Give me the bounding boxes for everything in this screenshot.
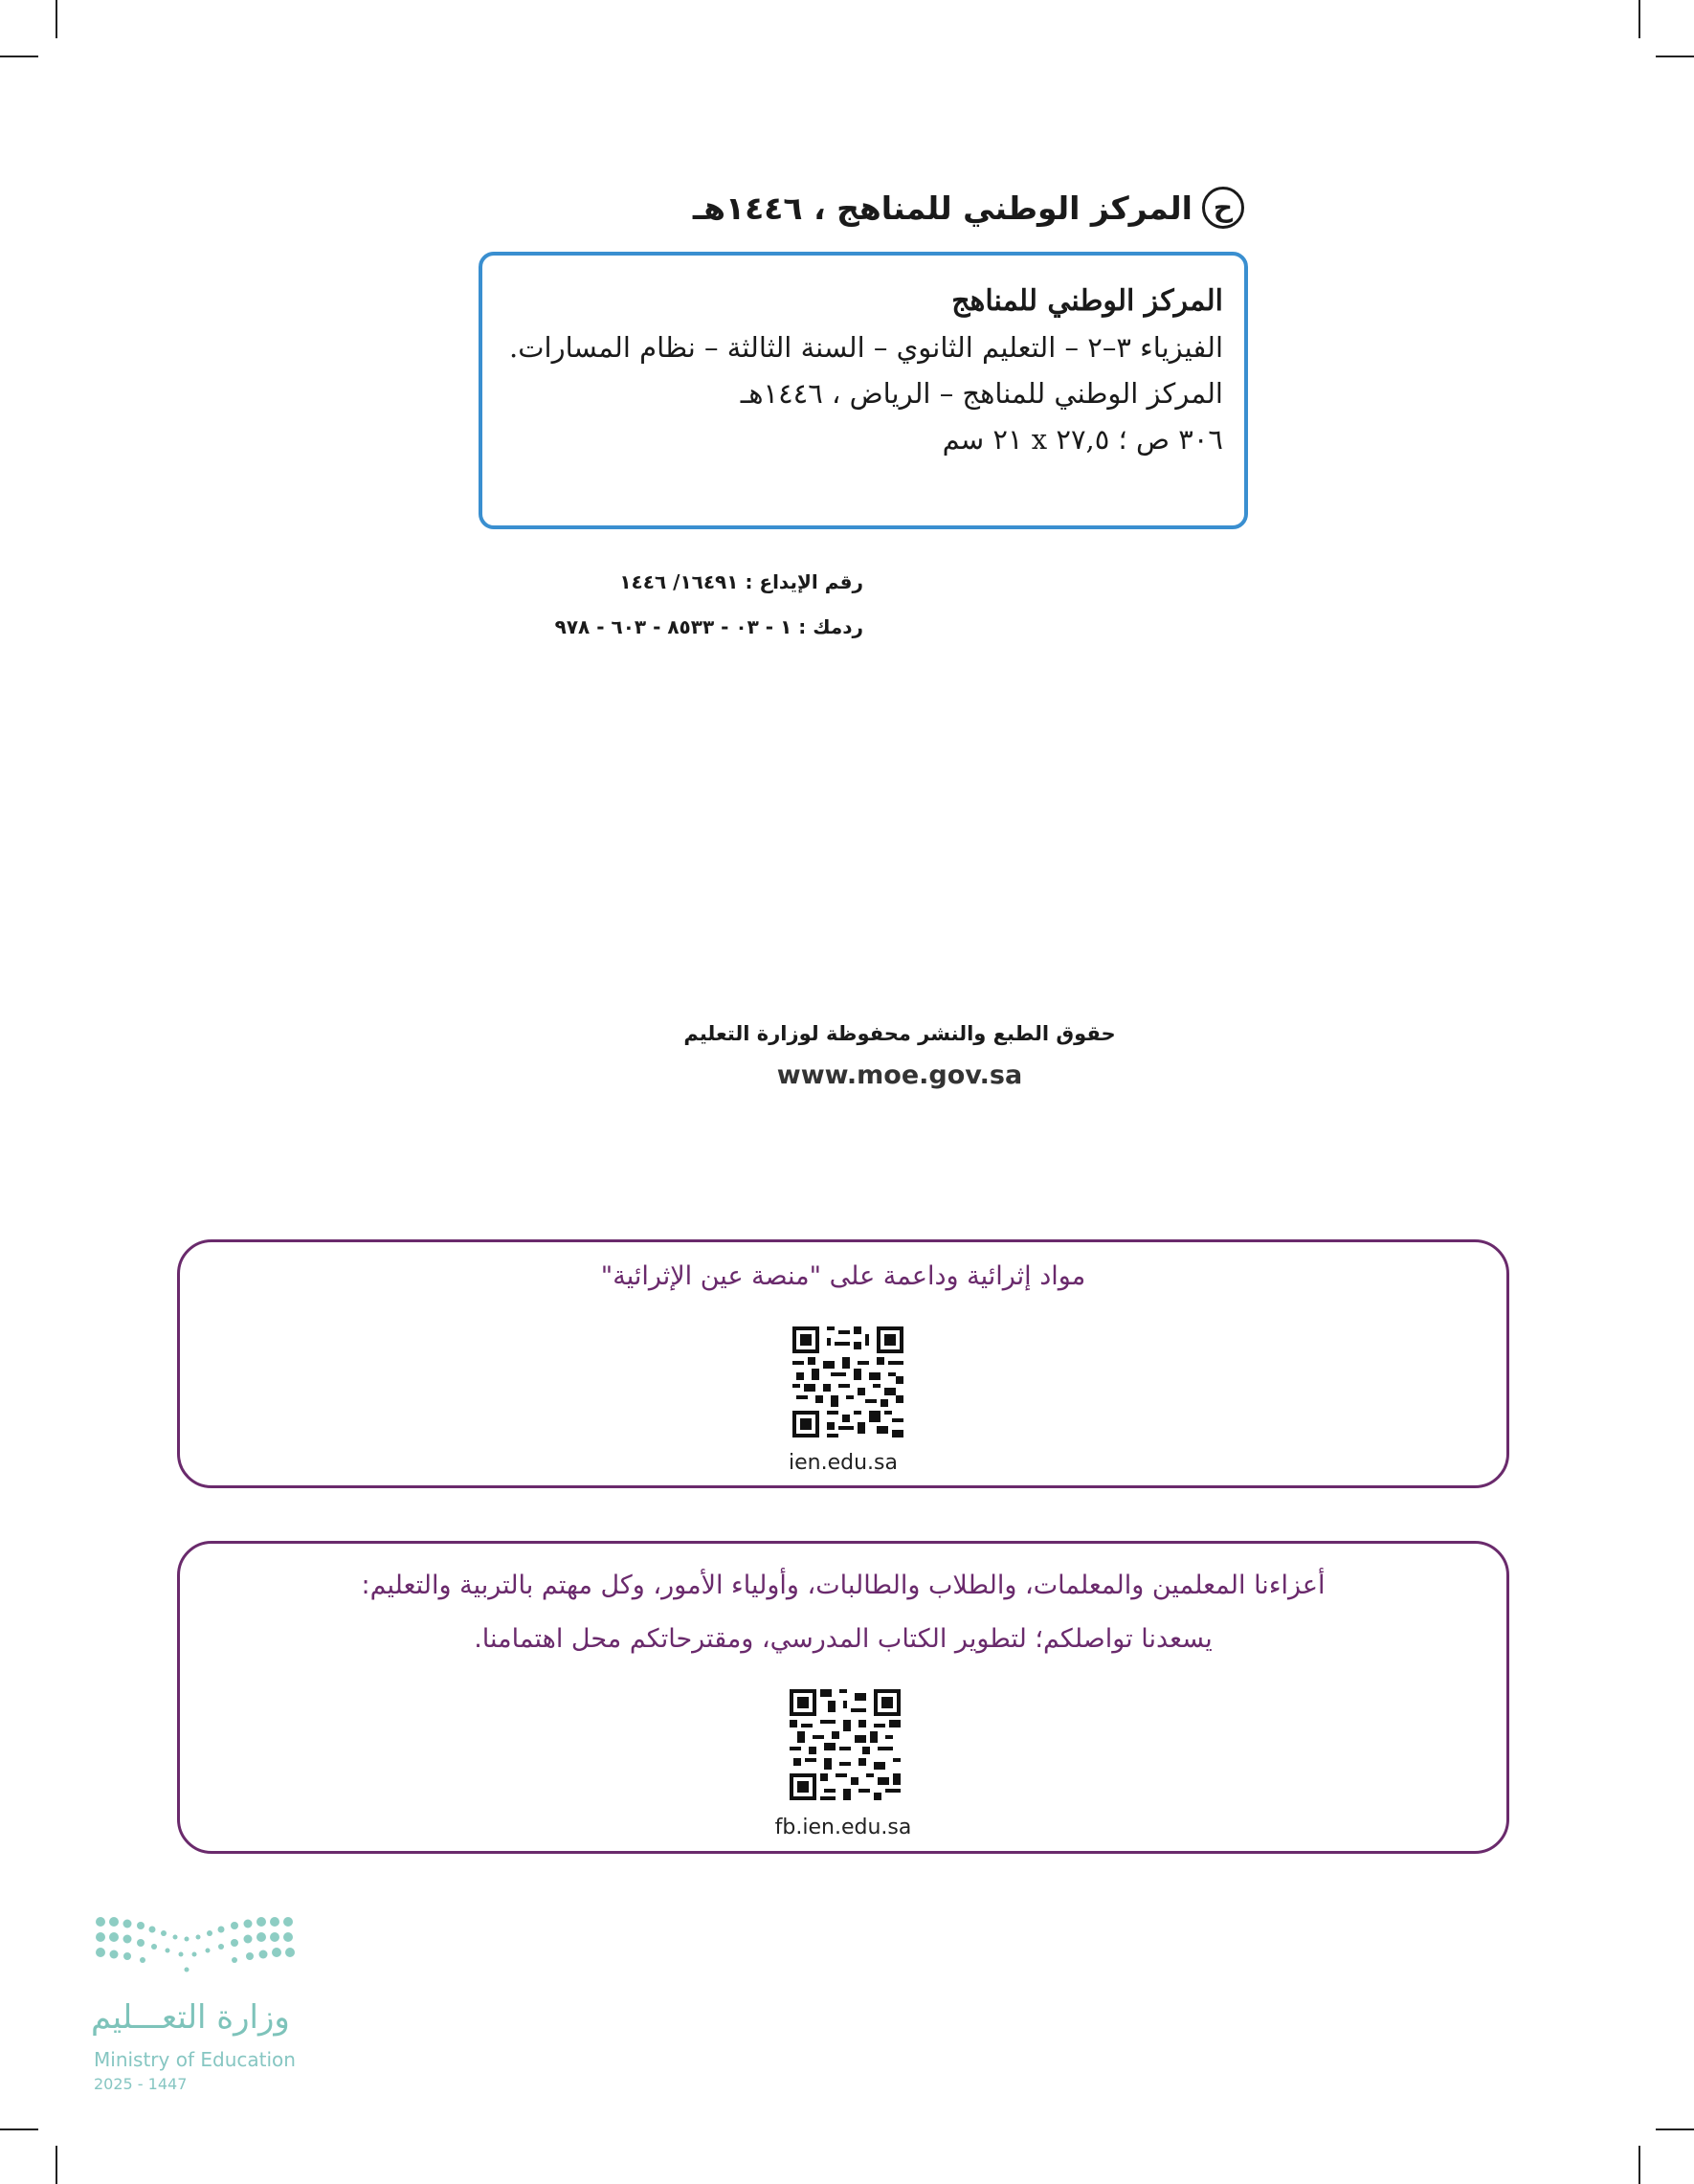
cip-title: المركز الوطني للمناهج <box>951 284 1223 318</box>
copyright-symbol: ح <box>1202 187 1244 229</box>
cip-line-1: الفيزياء ٣–٢ – التعليم الثانوي – السنة الثالثة – نظام المسارات. <box>509 331 1223 364</box>
crop-mark <box>1656 2128 1694 2130</box>
crop-mark <box>0 2128 38 2130</box>
qr-caption-feedback[interactable]: fb.ien.edu.sa <box>774 1816 912 1839</box>
feedback-line-1: أعزاءنا المعلمين والمعلمات، والطلاب والطالبات، وأولياء الأمور، وكل مهتم بالتربية والتعليم: <box>361 1571 1326 1600</box>
crop-mark <box>0 56 38 57</box>
qr-caption-ien[interactable]: ien.edu.sa <box>789 1451 898 1475</box>
cip-line-3: ٣٠٦ ص ؛ ٢٧,٥ x ٢١ سم <box>942 423 1223 456</box>
feedback-line-2: يسعدنا تواصلكم؛ لتطوير الكتاب المدرسي، ومقترحاتكم محل اهتمامنا. <box>474 1624 1213 1654</box>
deposit-number: رقم الإيداع : ١٦٤٩١/ ١٤٤٦ <box>619 570 863 593</box>
ministry-name-arabic: وزارة التعـــليم <box>91 1998 290 2037</box>
ministry-logo-icon <box>91 1914 311 1981</box>
qr-code-icon[interactable] <box>792 1326 903 1437</box>
cip-line-2: المركز الوطني للمناهج – الرياض ، ١٤٤٦هـ <box>740 377 1223 410</box>
rights-statement: حقوق الطبع والنشر محفوظة لوزارة التعليم <box>683 1022 1116 1045</box>
isbn-number: ردمك : ١ - ٠٣ - ٨٥٣٣ - ٦٠٣ - ٩٧٨ <box>554 615 863 638</box>
ministry-year: 2025 - 1447 <box>94 2075 188 2093</box>
crop-mark <box>56 0 57 38</box>
crop-mark <box>1656 56 1694 57</box>
ministry-website-link[interactable]: www.moe.gov.sa <box>776 1060 1023 1090</box>
enrichment-text: مواد إثرائية وداعمة على "منصة عين الإثرائية" <box>600 1261 1086 1291</box>
copyright-heading <box>383 187 1244 229</box>
crop-mark <box>1638 0 1640 38</box>
crop-mark <box>56 2146 57 2184</box>
ministry-name-english: Ministry of Education <box>94 2048 296 2071</box>
feedback-box <box>177 1541 1509 1854</box>
copyright-line: المركز الوطني للمناهج ، ١٤٤٦هـ <box>692 189 1192 227</box>
crop-mark <box>1638 2146 1640 2184</box>
qr-code-icon[interactable] <box>790 1689 901 1800</box>
enrichment-box <box>177 1239 1509 1488</box>
cip-record-box <box>479 252 1248 529</box>
